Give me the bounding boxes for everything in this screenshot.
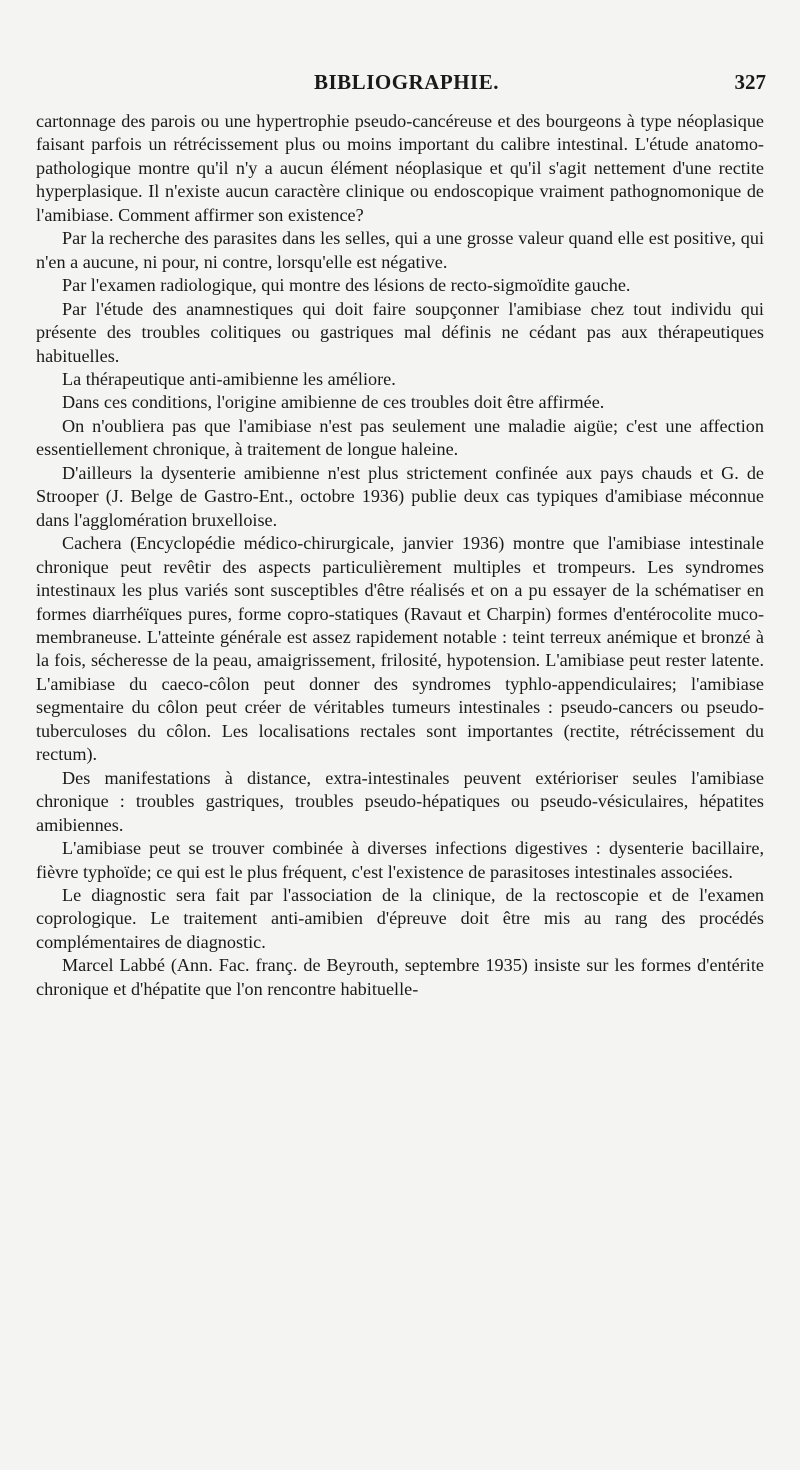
paragraph: L'amibiase peut se trouver combinée à diverses infections digestives : dysenterie bacillaire, fièvre typhoïde; ce qui est le plus fréquent, c'est l'existence de parasitoses intestinales associées. xyxy=(36,838,764,882)
paragraph: On n'oubliera pas que l'amibiase n'est pas seulement une maladie aigüe; c'est une affection essentiellement chronique, à traitement de longue haleine. xyxy=(36,415,764,460)
paragraph: Cachera (Encyclopédie médico-chirurgicale, janvier 1936) montre que l'amibiase intestinale chronique peut revêtir des aspects particulièrement multiples et trompeurs. Les syndromes intestinaux les plus variés sont susceptibles d'être réalisés et on a pu essayer de la schématiser en formes diarrhéïques pures, forme copro-statiques (Ravaut et Charpin) formes d'entérocolite muco-membraneuse. L'atteinte générale est assez rapidement notable : teint terreux anémique et bronzé à la fois, sécheresse de la peau, amaigrissement, frilosité, hypotension. L'amibiase peut rester latente. L'amibiase du caeco-côlon peut donner des syndromes typhlo-appendiculaires; l'amibiase segmentaire du côlon peut créer de véritables tumeurs intestinales : pseudo-cancers ou pseudo-tuberculoses du côlon. Les localisations rectales sont importantes (rectite, rétrécissement du rectum). xyxy=(36,533,764,765)
running-title: BIBLIOGRAPHIE. xyxy=(314,70,499,94)
paragraph: Dans ces conditions, l'origine amibienne de ces troubles doit être affirmée. xyxy=(62,392,605,413)
paragraph: Le diagnostic sera fait par l'association de la clinique, de la rectoscopie et de l'examen coprologique. Le traitement anti-amibien d'épreuve doit être mis au rang des procédés complémentaires de diagnostic. xyxy=(36,884,764,952)
paragraph: Par l'étude des anamnestiques qui doit faire soupçonner l'amibiase chez tout individu qui présente des troubles colitiques ou gastriques mal définis ne cédant pas aux thérapeutiques habituelles. xyxy=(36,298,764,366)
paragraph: Des manifestations à distance, extra-intestinales peuvent extérioriser seules l'amibiase chronique : troubles gastriques, troubles pseudo-hépatiques ou pseudo-vésiculaires, hépatites amibiennes. xyxy=(36,767,764,835)
page-header xyxy=(36,70,766,100)
paragraph: cartonnage des parois ou une hypertrophie pseudo-cancéreuse et des bourgeons à type néoplasique faisant parfois un rétrécissement plus ou moins important du calibre intestinal. L'étude anatomo-pathologique montre qu'il n'y a aucun élément néoplasique et qu'il s'agit nettement d'une rectite hyperplasique. Il n'existe aucun caractère clinique ou endoscopique vraiment pathognomonique de l'amibiase. Comment affirmer son existence? xyxy=(36,111,764,225)
page-number: 327 xyxy=(734,70,766,94)
paragraph: Par la recherche des parasites dans les selles, qui a une grosse valeur quand elle est positive, qui n'en a aucune, ni pour, ni contre, lorsqu'elle est négative. xyxy=(36,228,764,272)
paragraph: Par l'examen radiologique, qui montre des lésions de recto-sigmoïdite gauche. xyxy=(62,275,631,296)
paragraph: D'ailleurs la dysenterie amibienne n'est plus strictement confinée aux pays chauds et G. de Strooper (J. Belge de Gastro-Ent., octobre 1936) publie deux cas typiques d'amibiase méconnue dans l'agglomération bruxelloise. xyxy=(36,462,764,530)
body-text xyxy=(36,110,764,1001)
paragraph: Marcel Labbé (Ann. Fac. franç. de Beyrouth, septembre 1935) insiste sur les formes d'entérite chronique et d'hépatite que l'on rencontre habituelle- xyxy=(36,955,764,999)
paragraph: La thérapeutique anti-amibienne les améliore. xyxy=(62,368,396,389)
